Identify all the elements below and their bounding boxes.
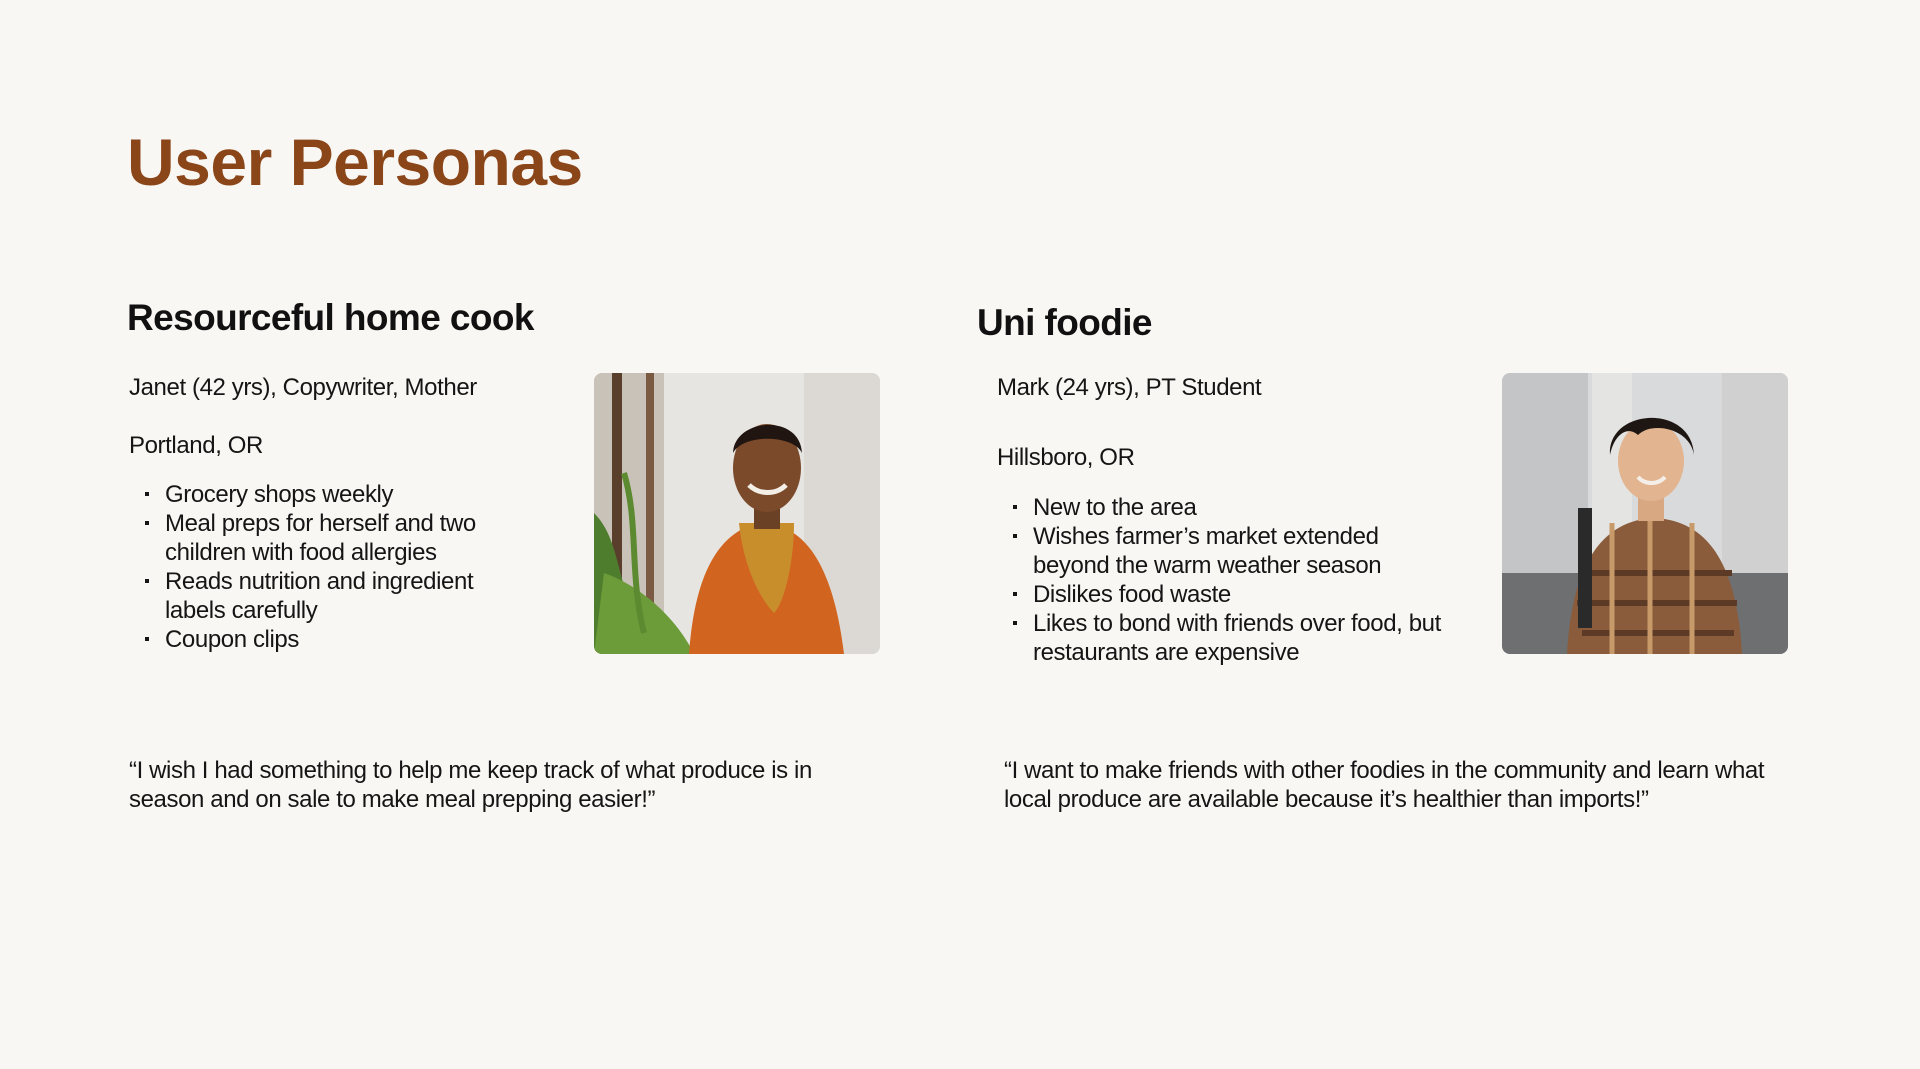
portrait-image — [594, 373, 880, 654]
trait-text: New to the area — [1033, 494, 1197, 521]
persona-name-line: Janet (42 yrs), Copywriter, Mother — [129, 374, 477, 401]
persona-photo-mark — [1502, 373, 1788, 654]
persona-location: Portland, OR — [129, 432, 263, 459]
bullet-icon — [1013, 621, 1017, 625]
bullet-icon — [145, 637, 149, 641]
list-item — [1013, 609, 1443, 667]
list-item — [145, 625, 525, 654]
bullet-icon — [1013, 534, 1017, 538]
list-item — [1013, 522, 1443, 580]
list-item — [145, 480, 525, 509]
persona-location: Hillsboro, OR — [997, 444, 1135, 471]
list-item — [145, 509, 525, 567]
persona-traits-list — [145, 480, 525, 654]
trait-text: Grocery shops weekly — [165, 481, 394, 508]
trait-text: Coupon clips — [165, 626, 299, 653]
list-item — [145, 567, 525, 625]
persona-quote: “I wish I had something to help me keep track of what produce is in season and on sale to make meal prepping easier!” — [129, 757, 812, 813]
trait-text: Meal preps for herself and two children with food allergies — [165, 510, 476, 566]
list-item — [1013, 493, 1443, 522]
persona-traits-list — [1013, 493, 1443, 667]
portrait-image — [1502, 373, 1788, 654]
trait-text: Wishes farmer’s market extended beyond the warm weather season — [1033, 523, 1382, 579]
page-title: User Personas — [127, 125, 583, 199]
bullet-icon — [1013, 505, 1017, 509]
bullet-icon — [1013, 592, 1017, 596]
persona-photo-janet — [594, 373, 880, 654]
trait-text: Reads nutrition and ingredient labels carefully — [165, 568, 474, 624]
bullet-icon — [145, 579, 149, 583]
list-item — [1013, 580, 1443, 609]
persona-heading: Resourceful home cook — [127, 297, 534, 338]
bullet-icon — [145, 492, 149, 496]
trait-text: Likes to bond with friends over food, but restaurants are expensive — [1033, 610, 1441, 666]
persona-heading: Uni foodie — [977, 302, 1152, 343]
bullet-icon — [145, 521, 149, 525]
persona-name-line: Mark (24 yrs), PT Student — [997, 374, 1262, 401]
persona-quote: “I want to make friends with other foodies in the community and learn what local produce are available because it’s healthier than imports!” — [1004, 757, 1765, 813]
trait-text: Dislikes food waste — [1033, 581, 1231, 608]
